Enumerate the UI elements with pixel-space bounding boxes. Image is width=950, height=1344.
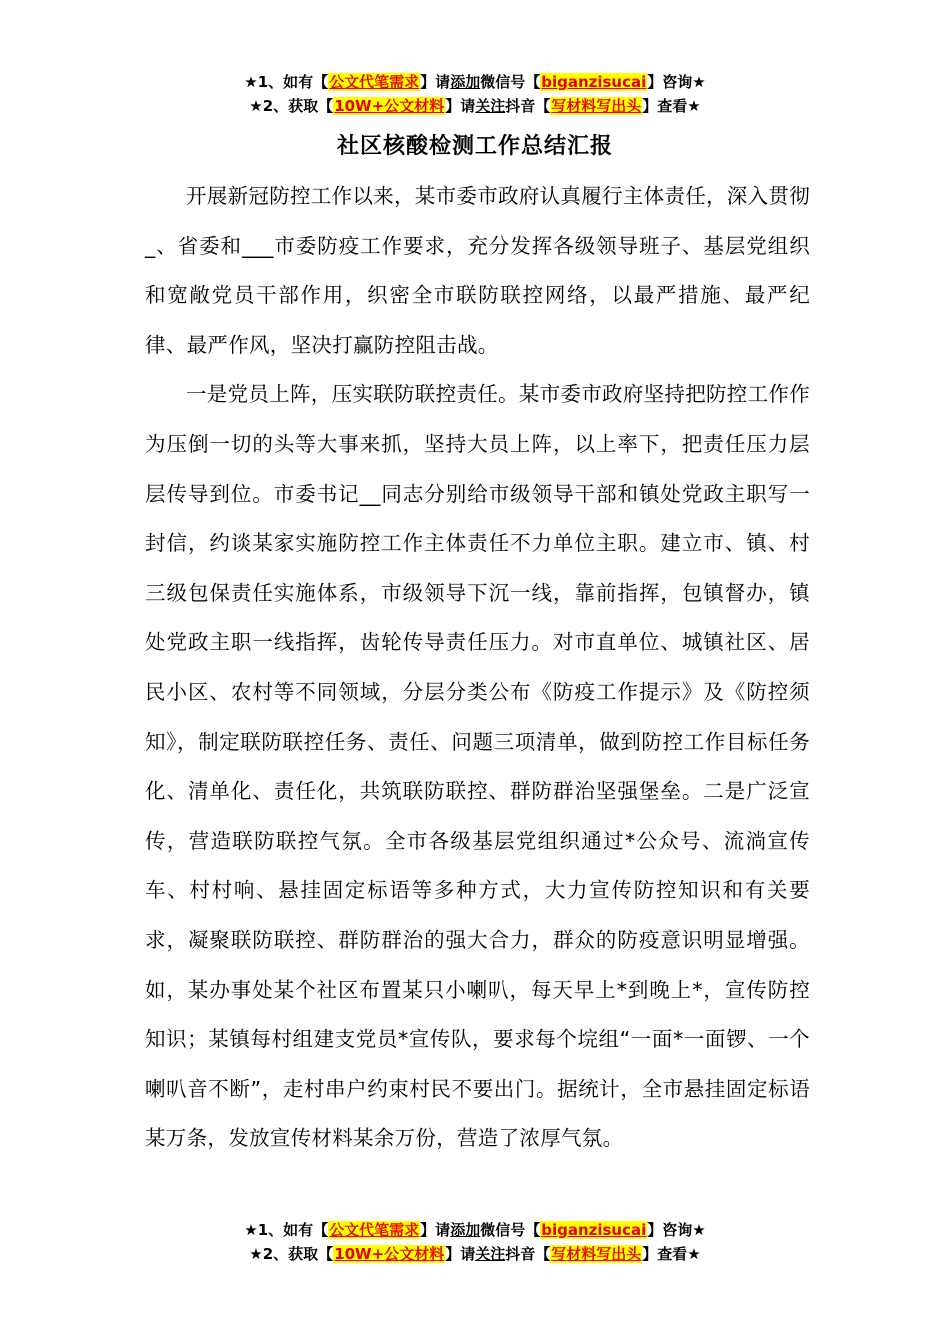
banner-text: ★2、获取【 (249, 1245, 334, 1263)
banner-line-1 (0, 1218, 950, 1242)
banner-emphasis: 添加 (450, 1221, 481, 1239)
banner-highlight: 公文代笔需求 (329, 1221, 420, 1239)
banner-highlight: biganzisucai (541, 73, 647, 91)
document-title: 社区核酸检测工作总结汇报 (336, 134, 613, 159)
document-body (145, 172, 810, 1164)
banner-text: 】请 (445, 1245, 476, 1263)
banner-text: 微信号【 (480, 73, 541, 91)
banner-text: 抖音【 (505, 1245, 551, 1263)
banner-text: 】请 (420, 1221, 451, 1239)
banner-text: ★2、获取【 (249, 97, 334, 115)
banner-line-2 (0, 94, 950, 118)
banner-highlight: 公文代笔需求 (329, 73, 420, 91)
banner-line-2 (0, 1242, 950, 1266)
paragraph: 开展新冠防控工作以来，某市委市政府认真履行主体责任，深入贯彻_、省委和___市委防疫工作要求，充分发挥各级领导班子、基层党组织和宽敞党员干部作用，织密全市联防联控网络，以最严措施、最严纪律、最严作风，坚决打赢防控阻击战。 (145, 184, 810, 357)
banner-text: 】咨询★ (647, 73, 706, 91)
banner-highlight: biganzisucai (541, 1221, 647, 1239)
banner-highlight: 10W+公文材料 (334, 97, 445, 115)
banner-text: 】请 (445, 97, 476, 115)
banner-text: 】咨询★ (647, 1221, 706, 1239)
banner-emphasis: 添加 (450, 73, 481, 91)
banner-text: 抖音【 (505, 97, 551, 115)
banner-text: ★1、如有【 (244, 73, 329, 91)
banner-emphasis: 关注 (475, 1245, 506, 1263)
banner-text: 微信号【 (480, 1221, 541, 1239)
banner-text: ★1、如有【 (244, 1221, 329, 1239)
banner-text: 】查看★ (642, 97, 701, 115)
banner-highlight: 写材料写出头 (551, 97, 642, 115)
banner-highlight: 10W+公文材料 (334, 1245, 445, 1263)
banner-line-1 (0, 70, 950, 94)
paragraph: 一是党员上阵，压实联防联控责任。某市委市政府坚持把防控工作作为压倒一切的头等大事来抓，坚持大员上阵，以上率下，把责任压力层层传导到位。市委书记__同志分别给市级领导干部和镇处党政主职写一封信，约谈某家实施防控工作主体责任不力单位主职。建立市、镇、村三级包保责任实施体系，市级领导下沉一线，靠前指挥，包镇督办，镇处党政主职一线指挥，齿轮传导责任压力。对市直单位、城镇社区、居民小区、农村等不同领域，分层分类公布《防疫工作提示》及《防控须知》，制定联防联控任务、责任、问题三项清单，做到防控工作目标任务化、清单化、责任化，共筑联防联控、群防群治坚强堡垒。二是广泛宣传，营造联防联控气氛。全市各级基层党组织通过*公众号、流淌宣传车、村村响、悬挂固定标语等多种方式，大力宣传防控知识和有关要求，凝聚联防联控、群防群治的强大合力，群众的防疫意识明显增强。如，某办事处某个社区布置某只小喇叭，每天早上*到晚上*，宣传防控知识；某镇每村组建支党员*宣传队，要求每个垸组“一面*一面锣、一个喇叭音不断”，走村串户约束村民不要出门。据统计，全市悬挂固定标语某万条，发放宣传材料某余万份，营造了浓厚气氛。 (145, 382, 810, 1151)
footer-banner (0, 1218, 950, 1266)
banner-highlight: 写材料写出头 (551, 1245, 642, 1263)
banner-text: 】查看★ (642, 1245, 701, 1263)
banner-emphasis: 关注 (475, 97, 506, 115)
banner-text: 】请 (420, 73, 451, 91)
header-banner (0, 70, 950, 118)
